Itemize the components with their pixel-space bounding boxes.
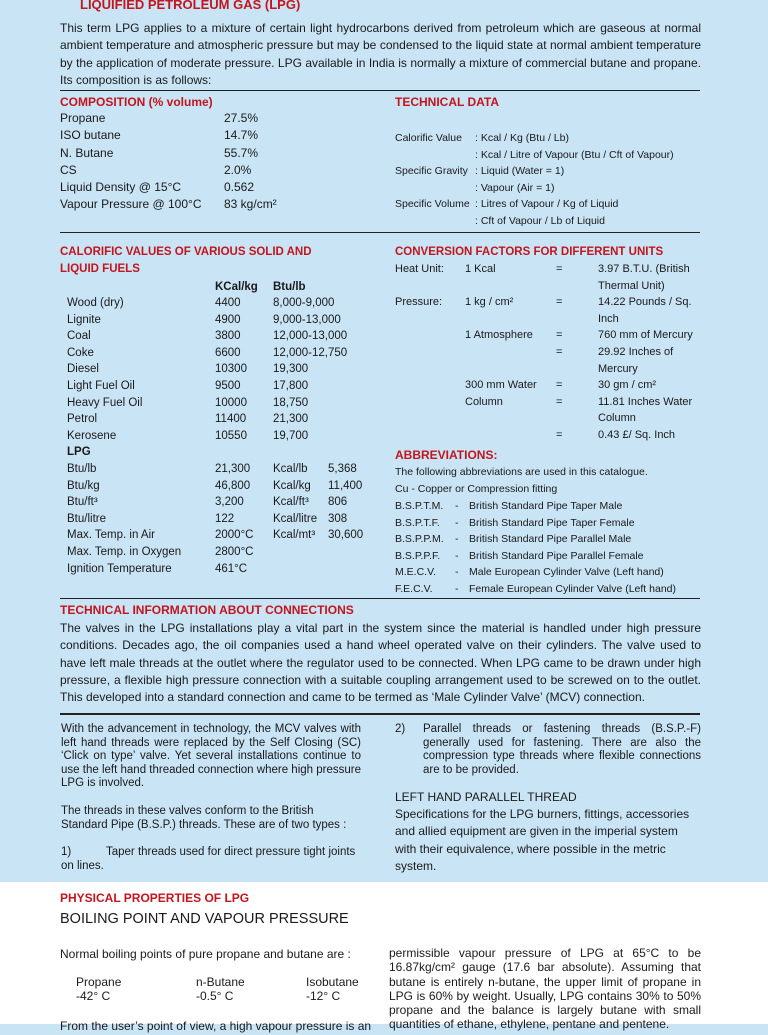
fuel-btu: 18,750 xyxy=(273,396,309,409)
conversion-result: 14.22 Pounds / Sq. xyxy=(598,296,692,309)
gas-name: Propane xyxy=(76,975,122,989)
table-row xyxy=(60,110,300,127)
abbreviations-intro: The following abbreviations are used in this catalogue. xyxy=(395,466,648,478)
calorific-col-btu: Btu/lb xyxy=(273,281,306,293)
table-row xyxy=(395,531,705,548)
composition-value: 2.0% xyxy=(224,162,252,177)
technical-label xyxy=(395,180,475,197)
fuel-btu: 19,300 xyxy=(273,363,309,376)
composition-value: 55.7% xyxy=(224,145,259,160)
lpg-value: 21,300 xyxy=(215,463,251,475)
fuel-btu: 12,000-13,000 xyxy=(273,330,348,343)
lpg-name: Btu/lb xyxy=(67,463,97,475)
table-row xyxy=(395,294,705,311)
abbreviations-table xyxy=(395,498,705,598)
conversion-result: 760 mm of Mercury xyxy=(598,329,693,342)
conversion-unit: 300 mm Water xyxy=(465,379,537,392)
composition-label: Vapour Pressure @ 100°C xyxy=(60,197,202,212)
technical-data-table xyxy=(395,130,695,230)
table-row xyxy=(67,312,367,329)
gas-propane xyxy=(76,975,121,1003)
gas-name: n-Butane xyxy=(196,975,245,989)
calorific-col-kcal: KCal/kg xyxy=(215,281,258,293)
conversion-heading: CONVERSION FACTORS FOR DIFFERENT UNITS xyxy=(395,246,664,258)
conversion-unit xyxy=(465,361,550,378)
fuel-name: Coal xyxy=(67,330,91,343)
gas-temp: -12° C xyxy=(306,989,341,1003)
composition-value: 27.5% xyxy=(224,111,259,125)
abbreviation-key: B.S.P.P.F. xyxy=(395,549,441,562)
table-row xyxy=(67,494,377,511)
fuel-kcal: 11400 xyxy=(215,413,247,426)
lpg-name: Btu/litre xyxy=(67,512,106,525)
table-row xyxy=(395,278,705,295)
fuel-kcal: 9500 xyxy=(215,379,241,392)
abbreviation-dash: - xyxy=(455,566,459,579)
lpg-value: 2800°C xyxy=(215,545,254,558)
conversion-equals: = xyxy=(556,263,563,275)
conversion-result: Inch xyxy=(598,312,619,325)
table-row xyxy=(395,311,705,328)
bsp-paragraph: The threads in these valves conform to the British Standard Pipe (B.S.P.) threads. These are of two types : xyxy=(61,805,347,831)
parallel-number: 2) xyxy=(395,723,406,735)
lpg-value2: 5,368 xyxy=(328,463,357,475)
table-row xyxy=(67,411,367,428)
composition-label: N. Butane xyxy=(60,145,114,160)
gas-temp: -42° C xyxy=(76,989,111,1003)
connections-heading: TECHNICAL INFORMATION ABOUT CONNECTIONS xyxy=(60,603,354,617)
fuel-kcal: 3800 xyxy=(215,330,241,343)
fuel-btu: 12,000-12,750 xyxy=(273,346,348,359)
conversion-category xyxy=(395,344,465,361)
table-row xyxy=(395,361,705,378)
conversion-equals: = xyxy=(556,428,563,441)
taper-threads xyxy=(61,846,361,873)
abbreviation-key: M.E.C.V. xyxy=(395,566,437,579)
abbreviation-value: Female European Cylinder Valve (Left hand) xyxy=(469,582,677,595)
table-row xyxy=(60,127,300,144)
lpg-value2 xyxy=(328,561,377,578)
lpg-name: Btu/kg xyxy=(67,479,100,492)
table-row xyxy=(60,196,300,213)
bottom-left-text: From the user’s point of view, a high vapour pressure is an xyxy=(60,1019,372,1033)
fuel-name: Wood (dry) xyxy=(67,297,124,309)
table-row xyxy=(67,527,377,544)
technical-label xyxy=(395,213,475,230)
composition-label: ISO butane xyxy=(60,128,121,143)
conversion-equals xyxy=(550,311,598,328)
table-row xyxy=(395,498,705,515)
lpg-label: LPG xyxy=(67,446,91,458)
abbreviation-key: B.S.P.T.M. xyxy=(395,500,444,512)
conversion-category: Heat Unit: xyxy=(395,263,444,275)
table-row xyxy=(395,196,695,213)
conversion-equals: = xyxy=(556,379,563,392)
lpg-value: 2000°C xyxy=(215,529,254,542)
table-row xyxy=(67,544,377,561)
fuel-kcal: 6600 xyxy=(215,346,241,359)
abbreviation-value: British Standard Pipe Parallel Male xyxy=(469,533,632,546)
divider xyxy=(60,232,700,233)
divider xyxy=(60,713,700,715)
lpg-unit: Kcal/mt³ xyxy=(273,529,316,542)
fuel-name: Kerosene xyxy=(67,429,117,442)
calorific-heading-line2: LIQUID FUELS xyxy=(60,263,140,275)
technical-data-heading: TECHNICAL DATA xyxy=(395,95,499,109)
abbreviation-value: British Standard Pipe Taper Male xyxy=(469,500,623,512)
conversion-unit: 1 Kcal xyxy=(465,263,496,275)
table-row xyxy=(67,428,367,445)
table-row xyxy=(395,377,705,394)
lpg-unit: Kcal/ft³ xyxy=(273,496,309,509)
fuel-btu: 8,000-9,000 xyxy=(273,297,335,309)
abbreviation-key: B.S.P.T.F. xyxy=(395,516,440,529)
conversion-result: 29.92 Inches of xyxy=(598,345,674,358)
lpg-unit: Kcal/kg xyxy=(273,479,311,492)
conversion-result: Column xyxy=(598,412,636,425)
table-row xyxy=(395,410,705,427)
table-row xyxy=(395,130,695,147)
fuel-btu: 19,700 xyxy=(273,429,309,442)
abbreviation-value: British Standard Pipe Parallel Female xyxy=(469,549,644,562)
fuel-name: Diesel xyxy=(67,363,99,376)
gas-name: Isobutane xyxy=(306,975,359,989)
left-hand-parallel-heading: LEFT HAND PARALLEL THREAD xyxy=(395,790,577,804)
table-row xyxy=(395,394,705,411)
conversion-category: Pressure: xyxy=(395,296,443,309)
lpg-value: 122 xyxy=(215,512,235,525)
conversion-result: 11.81 Inches Water xyxy=(598,395,693,408)
calorific-heading xyxy=(60,244,312,278)
technical-value: : Kcal / Kg (Btu / Lb) xyxy=(475,132,569,144)
conversion-equals: = xyxy=(556,345,563,358)
technical-label: Specific Volume xyxy=(395,198,470,211)
boiling-heading: BOILING POINT AND VAPOUR PRESSURE xyxy=(60,911,349,927)
conversion-table xyxy=(395,261,705,444)
table-row xyxy=(67,395,367,412)
conversion-category xyxy=(395,394,465,411)
lpg-unit: Kcal/lb xyxy=(273,463,308,475)
table-row xyxy=(67,295,367,312)
conversion-equals xyxy=(550,410,598,427)
fuel-name: Light Fuel Oil xyxy=(67,379,135,392)
abbreviation-value: Male European Cylinder Valve (Left hand) xyxy=(469,566,664,579)
lpg-value2 xyxy=(328,544,377,561)
table-row xyxy=(67,511,377,528)
composition-heading: COMPOSITION (% volume) xyxy=(60,95,213,109)
conversion-category xyxy=(395,377,465,394)
conversion-result: Thermal Unit) xyxy=(598,279,665,292)
conversion-unit xyxy=(465,311,550,328)
table-row xyxy=(395,327,705,344)
lpg-name: Ignition Temperature xyxy=(67,562,172,575)
conversion-unit: Column xyxy=(465,395,503,408)
conversion-equals: = xyxy=(556,395,563,408)
abbreviation-key: B.S.P.P.M. xyxy=(395,533,444,546)
lpg-name: Max. Temp. in Air xyxy=(67,529,155,542)
fuel-btu: 17,800 xyxy=(273,379,309,392)
lpg-table xyxy=(67,461,377,577)
conversion-unit xyxy=(465,410,550,427)
lpg-unit xyxy=(273,544,328,561)
mcv-paragraph: With the advancement in technology, the MCV valves with left hand threads were replaced by the Self Closing (SC) ‘Click on type’ valve. Yet several installations continue to use the left hand threaded connection where high pressure LPG is involved. xyxy=(61,723,361,790)
technical-label: Calorific Value xyxy=(395,132,462,144)
fuel-btu: 9,000-13,000 xyxy=(273,313,341,326)
table-row xyxy=(67,561,377,578)
vapour-pressure-text: permissible vapour pressure of LPG at 65°C to be 16.87kg/cm² gauge (17.6 bar absolute). Assuming that butane is entirely n-butane, the upper limit of propane in LPG is 60% by weight. Usually, LPG contains 30% to 50% propane and the balance is largely butane with small quantities of ethane, ethylene, pentane and pentene. xyxy=(389,946,701,1032)
lpg-value2: 308 xyxy=(328,512,348,525)
table-row xyxy=(395,581,705,598)
table-row xyxy=(395,427,705,444)
technical-value: : Litres of Vapour / Kg of Liquid xyxy=(475,198,619,211)
technical-value: : Liquid (Water = 1) xyxy=(475,165,565,178)
table-row xyxy=(60,162,300,179)
conversion-result: Mercury xyxy=(598,362,638,375)
abbreviation-dash: - xyxy=(455,500,459,512)
lpg-value: 461°C xyxy=(215,562,248,575)
table-row xyxy=(395,261,705,278)
technical-label: Specific Gravity xyxy=(395,165,468,178)
lpg-name: Max. Temp. in Oxygen xyxy=(67,545,182,558)
abbreviation-value: British Standard Pipe Taper Female xyxy=(469,516,635,529)
lpg-value2: 30,600 xyxy=(328,529,364,542)
technical-label xyxy=(395,147,475,164)
gas-temp: -0.5° C xyxy=(196,989,234,1003)
table-row xyxy=(395,147,695,164)
table-row xyxy=(395,180,695,197)
conversion-equals: = xyxy=(556,296,563,309)
lpg-value: 46,800 xyxy=(215,479,251,492)
table-row xyxy=(395,213,695,230)
table-row xyxy=(67,378,367,395)
abbreviations-heading: ABBREVIATIONS: xyxy=(395,448,498,462)
fuel-kcal: 4900 xyxy=(215,313,241,326)
table-row xyxy=(395,564,705,581)
conversion-unit xyxy=(465,344,550,361)
conversion-category xyxy=(395,410,465,427)
conversion-category xyxy=(395,361,465,378)
gas-n-butane xyxy=(196,975,245,1003)
composition-table xyxy=(60,110,300,214)
lpg-unit: Kcal/litre xyxy=(273,512,318,525)
table-row xyxy=(60,145,300,162)
technical-value: : Vapour (Air = 1) xyxy=(475,181,555,194)
divider xyxy=(60,598,700,599)
table-row xyxy=(67,328,367,345)
fuel-kcal: 10000 xyxy=(215,396,247,409)
conversion-equals xyxy=(550,278,598,295)
composition-value: 83 kg/cm² xyxy=(224,197,277,212)
specifications-text: Specifications for the LPG burners, fittings, accessories and allied equipment are given in the imperial system with their equivalence, where possible in the metric system. xyxy=(395,807,690,873)
conversion-unit xyxy=(465,278,550,295)
taper-text: Taper threads used for direct pressure tight joints on lines. xyxy=(61,846,356,872)
conversion-category xyxy=(395,327,465,344)
table-row xyxy=(395,163,695,180)
conversion-result: 30 gm / cm² xyxy=(598,379,657,392)
table-row xyxy=(60,179,300,196)
lpg-unit xyxy=(273,561,328,578)
table-row xyxy=(67,345,367,362)
conversion-category xyxy=(395,278,465,295)
fuel-name: Lignite xyxy=(67,313,101,326)
lpg-value: 3,200 xyxy=(215,496,244,509)
abbreviation-dash: - xyxy=(455,533,459,546)
conversion-equals xyxy=(550,361,598,378)
technical-value: : Kcal / Litre of Vapour (Btu / Cft of Vapour) xyxy=(475,148,674,161)
fuel-kcal: 4400 xyxy=(215,297,241,309)
lpg-value2: 806 xyxy=(328,496,348,509)
conversion-unit: 1 kg / cm² xyxy=(465,296,514,309)
calorific-table xyxy=(67,295,367,444)
parallel-threads xyxy=(395,723,701,777)
fuel-kcal: 10300 xyxy=(215,363,247,376)
intro-text: This term LPG applies to a mixture of certain light hydrocarbons derived from petroleum which are gaseous at normal ambient temperature and atmospheric pressure but may be condensed to the liquid state at normal ambient temperature by the application of moderate pressure. LPG available in India is normally a mixture of commercial butane and propane. Its composition is as follows: xyxy=(60,21,701,87)
abbreviation-dash: - xyxy=(455,516,459,529)
fuel-name: Petrol xyxy=(67,413,98,426)
abbreviation-dash: - xyxy=(455,582,459,595)
fuel-name: Heavy Fuel Oil xyxy=(67,396,143,409)
lpg-value2: 11,400 xyxy=(328,479,363,492)
abbreviation-key: F.E.C.V. xyxy=(395,582,433,595)
table-row xyxy=(395,515,705,532)
composition-value: 0.562 xyxy=(224,180,255,195)
abbreviation-dash: - xyxy=(455,549,459,562)
boiling-intro: Normal boiling points of pure propane and butane are : xyxy=(60,947,351,961)
conversion-result: 0.43 £/ Sq. Inch xyxy=(598,428,676,441)
technical-value: : Cft of Vapour / Lb of Liquid xyxy=(475,214,605,227)
table-row xyxy=(67,478,377,495)
table-row xyxy=(395,548,705,565)
calorific-heading-line1: CALORIFIC VALUES OF VARIOUS SOLID AND xyxy=(60,246,312,258)
conversion-category xyxy=(395,427,465,444)
lpg-name: Btu/ft³ xyxy=(67,496,98,509)
fuel-kcal: 10550 xyxy=(215,429,247,442)
page-title: LIQUIFIED PETROLEUM GAS (LPG) xyxy=(80,0,301,12)
parallel-text: Parallel threads or fastening threads (B.S.P.-F) generally used for fastening. There are also the compression type threads where flexible connections are to be provided. xyxy=(423,723,701,776)
conversion-equals: = xyxy=(556,329,563,342)
physical-heading: PHYSICAL PROPERTIES OF LPG xyxy=(60,891,250,905)
gas-isobutane xyxy=(306,975,359,1003)
table-row xyxy=(395,344,705,361)
taper-number: 1) xyxy=(61,846,72,858)
conversion-unit: 1 Atmosphere xyxy=(465,329,533,342)
divider xyxy=(60,90,700,91)
conversion-unit xyxy=(465,427,550,444)
composition-label: Propane xyxy=(60,111,106,125)
abbreviations-cu: Cu - Copper or Compression fitting xyxy=(395,483,558,495)
conversion-category xyxy=(395,311,465,328)
conversion-result: 3.97 B.T.U. (British xyxy=(598,263,690,275)
table-row xyxy=(67,461,377,478)
composition-value: 14.7% xyxy=(224,128,259,143)
composition-label: CS xyxy=(60,162,77,177)
table-row xyxy=(67,361,367,378)
fuel-name: Coke xyxy=(67,346,94,359)
connections-text: The valves in the LPG installations play a vital part in the system since the material is handled under high pressure conditions. Decades ago, the oil companies used a hand wheel operated valve on their cylinders. The valve used to have left male threads at the outlet where the regulator used to be connected. When LPG came to be drawn under high pressure, a flexible high pressure connection with a suitable coupling arrangement used to be screwed on to the outlet. This developed into a standard connection and came to be termed as ‘Male Cylinder Valve’ (MCV) connection. xyxy=(60,621,701,705)
composition-label: Liquid Density @ 15°C xyxy=(60,180,182,195)
fuel-btu: 21,300 xyxy=(273,413,309,426)
